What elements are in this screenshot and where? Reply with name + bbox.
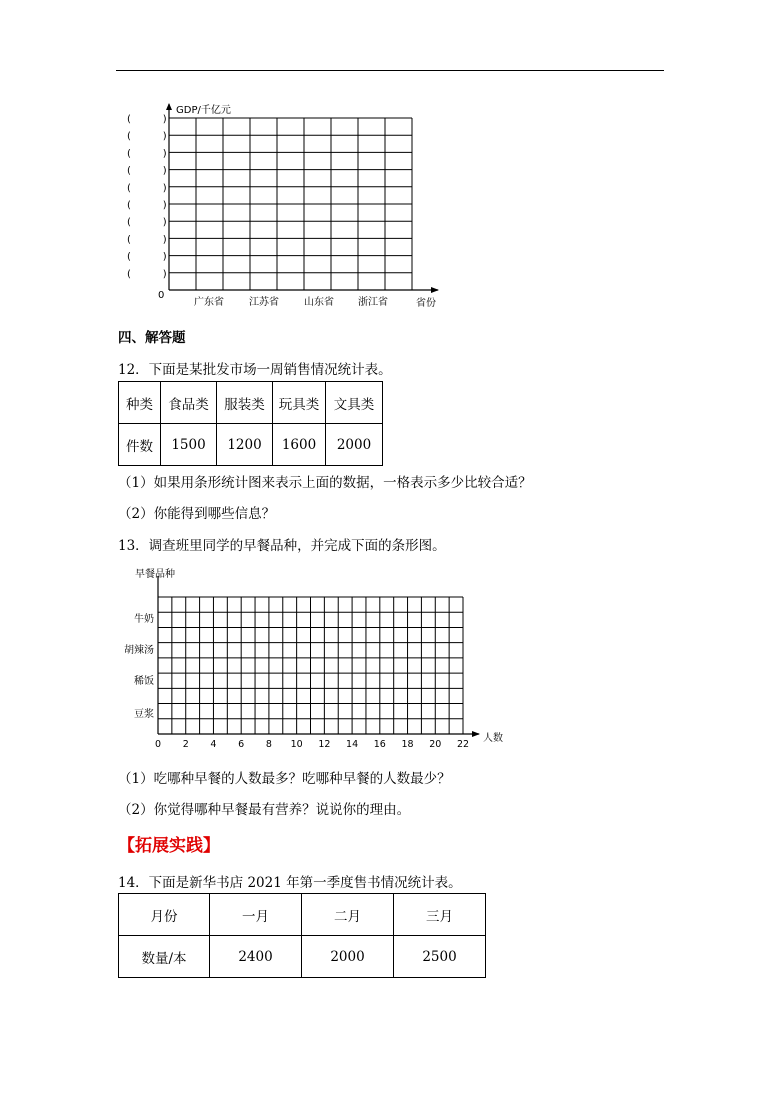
- y-category-label: 胡辣汤: [124, 645, 154, 656]
- y-tick-blank: ( ): [127, 217, 167, 229]
- extension-title: 【拓展实践】: [118, 836, 220, 856]
- section-4-title: 四、解答题: [118, 330, 186, 346]
- gdp-x-axis-label: 省份: [416, 298, 436, 309]
- x-tick-label: 4: [210, 739, 217, 750]
- q12-sub1: （1）如果用条形统计图来表示上面的数据，一格表示多少比较合适？: [118, 475, 532, 491]
- q12-header-cell: 服装类: [217, 382, 273, 424]
- y-tick-blank: ( ): [127, 148, 167, 160]
- q12-text: 12．下面是某批发市场一周销售情况统计表。: [118, 362, 392, 378]
- x-tick-label: 16: [373, 739, 386, 750]
- x-tick-label: 12: [318, 739, 331, 750]
- gdp-grid: [169, 118, 412, 290]
- q13-text: 13．调查班里同学的早餐品种，并完成下面的条形图。: [118, 538, 446, 554]
- q14-header-cell: 三月: [394, 894, 486, 936]
- q14-value-cell: 2500: [394, 936, 486, 978]
- q12-row-label: 件数: [119, 424, 161, 466]
- q12-header-cell: 文具类: [326, 382, 383, 424]
- x-axis-arrow: [472, 731, 480, 737]
- q12-value-cell: 1200: [217, 424, 273, 466]
- x-category-label: 广东省: [194, 297, 224, 308]
- y-category-label: 牛奶: [134, 614, 154, 625]
- breakfast-x-ticks: [155, 739, 469, 750]
- breakfast-y-categories: [124, 612, 154, 720]
- x-tick-label: 2: [182, 739, 189, 750]
- x-tick-label: 14: [346, 739, 359, 750]
- breakfast-x-axis-label: 人数: [483, 733, 503, 744]
- y-category-label: 稀饭: [134, 676, 154, 687]
- q12-value-cell: 2000: [326, 424, 383, 466]
- x-category-label: 江苏省: [249, 297, 279, 308]
- y-tick-blank: ( ): [127, 251, 167, 263]
- y-tick-blank: ( ): [127, 268, 167, 280]
- q12-header-cell: 玩具类: [273, 382, 326, 424]
- gdp-y-tick-blanks: [127, 114, 167, 280]
- q13-sub2: （2）你觉得哪种早餐最有营养？说说你的理由。: [118, 802, 411, 818]
- x-tick-label: 8: [265, 739, 272, 750]
- y-tick-blank: ( ): [127, 182, 167, 194]
- y-category-label: 豆浆: [134, 709, 154, 720]
- q13-sub1: （1）吃哪种早餐的人数最多？吃哪种早餐的人数最少？: [118, 771, 451, 787]
- y-tick-blank: ( ): [127, 114, 167, 125]
- gdp-x-categories: [194, 295, 388, 308]
- q14-value-cell: 2000: [302, 936, 394, 978]
- x-tick-label: 0: [154, 739, 162, 750]
- x-tick-label: 10: [290, 739, 303, 750]
- x-tick-label: 18: [401, 739, 414, 750]
- gdp-y-axis-label: GDP/千亿元: [176, 105, 231, 116]
- breakfast-y-axis-label: 早餐品种: [135, 569, 175, 580]
- q14-row-label: 数量/本: [119, 936, 210, 978]
- y-tick-blank: ( ): [127, 234, 167, 246]
- q14-header-cell: 月份: [119, 894, 210, 936]
- gdp-blank-chart: [0, 0, 780, 320]
- q12-value-cell: 1600: [273, 424, 326, 466]
- y-tick-blank: ( ): [127, 165, 167, 177]
- q12-header-cell: 食品类: [161, 382, 217, 424]
- gdp-origin-label: 0: [158, 290, 165, 301]
- q14-text: 14．下面是新华书店 2021 年第一季度售书情况统计表。: [118, 875, 462, 891]
- y-axis-arrow: [166, 103, 172, 110]
- q12-header-cell: 种类: [119, 382, 161, 424]
- x-category-label: 浙江省: [358, 297, 388, 308]
- y-tick-blank: ( ): [127, 200, 167, 211]
- q14-header-cell: 二月: [302, 894, 394, 936]
- q14-value-cell: 2400: [210, 936, 302, 978]
- y-tick-blank: ( ): [127, 131, 167, 143]
- x-axis-arrow: [431, 287, 439, 293]
- gdp-axes: [166, 103, 439, 293]
- q12-value-cell: 1500: [161, 424, 217, 466]
- q14-table: [118, 893, 486, 978]
- x-category-label: 山东省: [304, 297, 334, 308]
- breakfast-grid: [158, 597, 463, 734]
- x-tick-label: 22: [456, 739, 470, 750]
- breakfast-axes: [158, 576, 480, 737]
- x-tick-label: 20: [429, 739, 442, 750]
- q12-sub2: （2）你能得到哪些信息？: [118, 506, 276, 522]
- q14-header-cell: 一月: [210, 894, 302, 936]
- breakfast-blank-chart: [0, 560, 780, 760]
- x-tick-label: 6: [238, 739, 245, 750]
- q12-table: [118, 381, 383, 466]
